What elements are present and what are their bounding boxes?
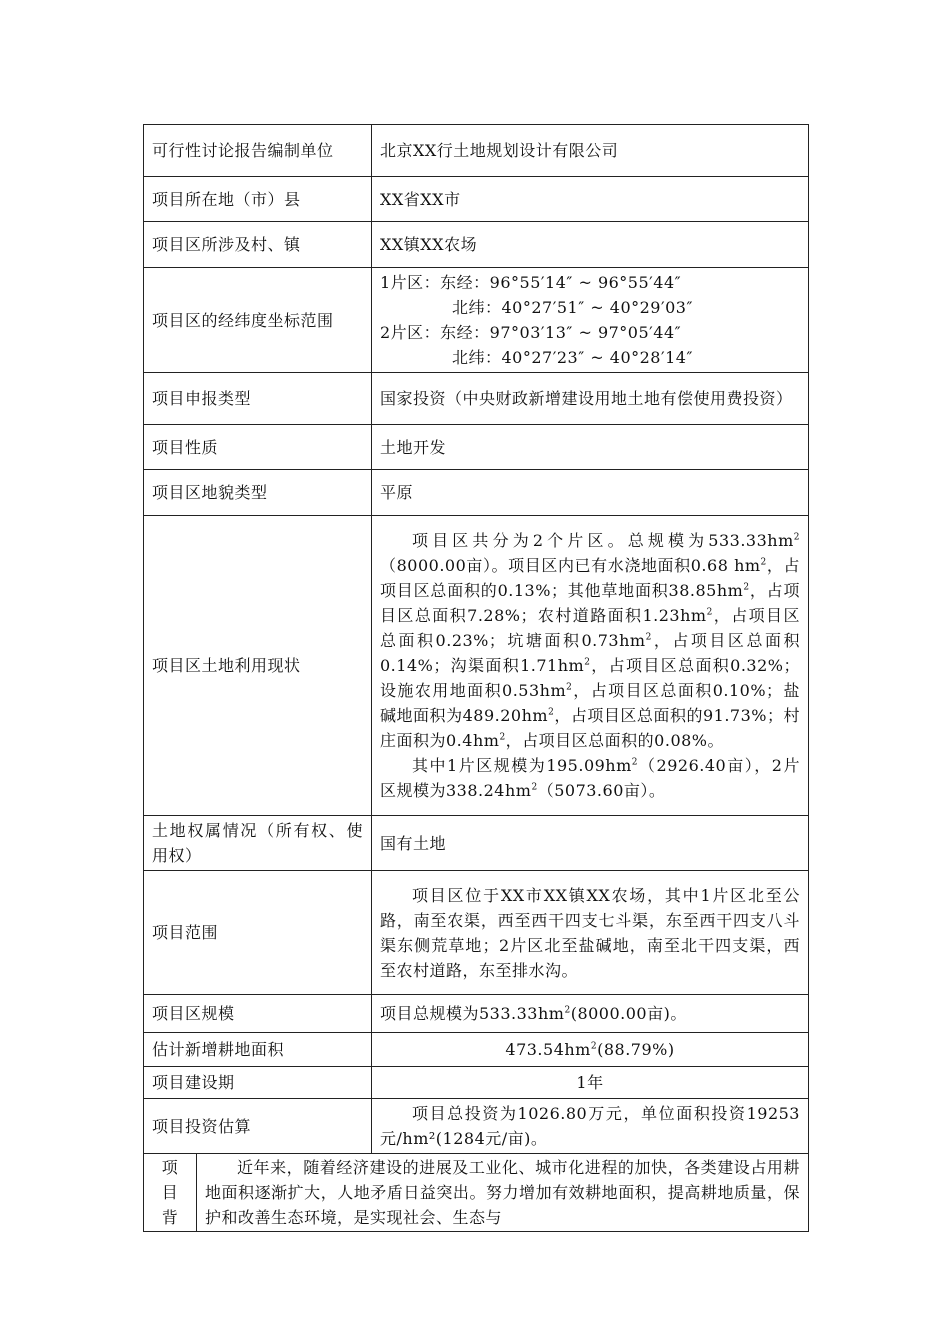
- label-ownership: 土地权属情况（所有权、使用权）: [144, 816, 372, 871]
- superscript: 2: [760, 557, 767, 568]
- row-investment: [144, 1099, 809, 1154]
- value-unit: 北京XX行土地规划设计有限公司: [372, 125, 809, 177]
- project-info-table: [143, 124, 809, 1232]
- superscript: 2: [631, 757, 639, 768]
- value-nature: 土地开发: [372, 425, 809, 470]
- superscript: 2: [590, 1041, 598, 1052]
- value-coords: [372, 268, 809, 373]
- label-landuse: 项目区土地利用现状: [144, 516, 372, 816]
- farmland-text: 473.54hm: [505, 1040, 591, 1059]
- superscript: 2: [743, 582, 750, 593]
- landuse-text: ，占项目区总面积7.28%；农村道路面积1.23hm: [380, 581, 800, 625]
- landuse-paragraph-1: [380, 528, 800, 753]
- label-coords: 项目区的经纬度坐标范围: [144, 268, 372, 373]
- superscript: 2: [793, 532, 800, 543]
- superscript: 2: [548, 707, 555, 718]
- label-nature: 项目性质: [144, 425, 372, 470]
- superscript: 2: [499, 732, 506, 743]
- landuse-text: 项目区共分为2个片区。总规模为533.33hm: [412, 531, 794, 550]
- value-landform: 平原: [372, 470, 809, 516]
- background-label-char: 目: [161, 1183, 179, 1202]
- landuse-text: ，占项目区总面积的0.13%；其他草地面积38.85hm: [380, 556, 800, 600]
- label-type: 项目申报类型: [144, 373, 372, 425]
- row-county: [144, 177, 809, 222]
- row-type: [144, 373, 809, 425]
- coord-p1-north: 北纬：40°27′51″ ~ 40°29′03″: [452, 298, 693, 317]
- landuse-text: ，占项目区总面积0.23%；坑塘面积0.73hm: [380, 606, 800, 650]
- landuse-text: ，占项目区总面积0.32%；设施农用地面积0.53hm: [380, 656, 800, 700]
- landuse-text: 其中1片区规模为195.09hm: [412, 756, 632, 775]
- value-new-farmland: [372, 1033, 809, 1067]
- background-table: [144, 1154, 808, 1231]
- label-new-farmland: 估计新增耕地面积: [144, 1033, 372, 1067]
- row-nature: [144, 425, 809, 470]
- superscript: 2: [645, 632, 652, 643]
- landuse-text: ，占项目区总面积0.10%；盐碱地面积为489.20hm: [380, 681, 800, 725]
- value-investment: 项目总投资为1026.80万元，单位面积投资19253元/hm²(1284元/亩)。: [372, 1099, 809, 1154]
- row-landuse: [144, 516, 809, 816]
- background-label-char: 背: [161, 1208, 179, 1227]
- label-investment: 项目投资估算: [144, 1099, 372, 1154]
- landuse-text: ，占项目区总面积0.14%；沟渠面积1.71hm: [380, 631, 800, 675]
- row-coords: [144, 268, 809, 373]
- row-unit: [144, 125, 809, 177]
- row-village: [144, 222, 809, 268]
- row-period: [144, 1067, 809, 1099]
- row-ownership: [144, 816, 809, 871]
- value-landuse: [372, 516, 809, 816]
- landuse-text: （5073.60亩）。: [537, 781, 666, 800]
- superscript: 2: [706, 607, 713, 618]
- superscript: 2: [566, 682, 573, 693]
- coord-p1-east: 1片区：东经：96°55′14″ ~ 96°55′44″: [380, 273, 682, 292]
- landuse-text: ，占项目区总面积的91.73%；村庄面积为0.4hm: [380, 706, 800, 750]
- label-scale: 项目区规模: [144, 995, 372, 1033]
- superscript: 2: [564, 1005, 571, 1016]
- scale-text: (8000.00亩)。: [570, 1004, 687, 1023]
- label-landform: 项目区地貌类型: [144, 470, 372, 516]
- label-scope: 项目范围: [144, 871, 372, 995]
- coord-p2-east: 2片区：东经：97°03′13″ ~ 97°05′44″: [380, 323, 682, 342]
- value-ownership: 国有土地: [372, 816, 809, 871]
- value-scope: 项目区位于XX市XX镇XX农场，其中1片区北至公路，南至农渠，西至西干四支七斗渠，东至西干四支八斗渠东侧荒草地；2片区北至盐碱地，南至北干四支渠，西至农村道路，东至排水沟。: [372, 871, 809, 995]
- scale-text: 项目总规模为533.33hm: [380, 1004, 565, 1023]
- row-landform: [144, 470, 809, 516]
- landuse-text: （8000.00亩）。项目区内已有水浇地面积0.68 hm: [380, 556, 761, 575]
- row-background: [144, 1154, 809, 1232]
- label-period: 项目建设期: [144, 1067, 372, 1099]
- superscript: 2: [531, 782, 538, 793]
- value-village: XX镇XX农场: [372, 222, 809, 268]
- row-scale: [144, 995, 809, 1033]
- coord-p2-north: 北纬：40°27′23″ ~ 40°28′14″: [452, 348, 693, 367]
- landuse-paragraph-2: [380, 753, 800, 803]
- value-type: 国家投资（中央财政新增建设用地土地有偿使用费投资）: [372, 373, 809, 425]
- farmland-text: (88.79%): [597, 1040, 675, 1059]
- background-label: [144, 1154, 197, 1231]
- value-period: 1年: [372, 1067, 809, 1099]
- background-cell: [144, 1154, 809, 1232]
- row-scope: [144, 871, 809, 995]
- landuse-text: （2926.40亩），2片区规模为338.24hm: [380, 756, 800, 800]
- background-label-char: 项: [161, 1158, 179, 1177]
- landuse-text: ，占项目区总面积的0.08%。: [505, 731, 725, 750]
- superscript: 2: [584, 657, 591, 668]
- label-county: 项目所在地（市）县: [144, 177, 372, 222]
- value-scale: [372, 995, 809, 1033]
- label-village: 项目区所涉及村、镇: [144, 222, 372, 268]
- row-new-farmland: [144, 1033, 809, 1067]
- value-county: XX省XX市: [372, 177, 809, 222]
- background-text: 近年来，随着经济建设的进展及工业化、城市化进程的加快，各类建设占用耕地面积逐渐扩大，人地矛盾日益突出。努力增加有效耕地面积，提高耕地质量，保护和改善生态环境，是实现社会、生态与: [205, 1158, 800, 1227]
- label-unit: 可行性讨论报告编制单位: [144, 125, 372, 177]
